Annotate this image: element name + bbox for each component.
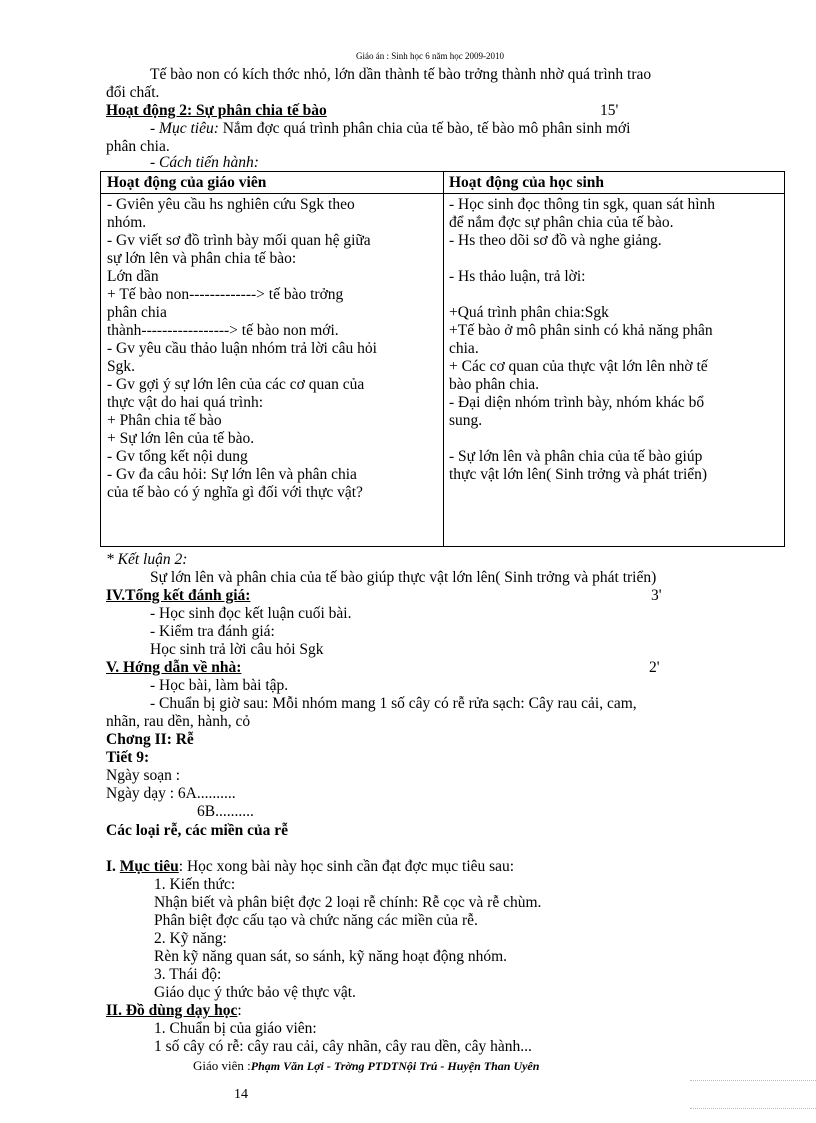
- teacher-column-header: Hoạt động của giáo viên: [107, 174, 267, 191]
- objectives-number: I.: [106, 858, 120, 875]
- knowledge-label: 1. Kiến thức:: [154, 876, 236, 893]
- section4-line-2: - Kiểm tra đánh giá:: [150, 623, 275, 640]
- footer-label: Giáo viên :: [193, 1058, 251, 1073]
- objective-text: Nắm đợc quá trình phân chia của tế bào, tế bào mô phân sinh mới: [218, 120, 631, 137]
- section5-title: V. Hớng dẫn về nhà:: [106, 659, 242, 676]
- teacher-activity-line: của tế bào có ý nghĩa gì đối với thực vật?: [107, 484, 363, 501]
- teacher-activity-line: + Phân chia tế bào: [107, 412, 222, 429]
- attitude-label: 3. Thái độ:: [154, 966, 222, 983]
- teacher-activity-line: - Gv tổng kết nội dung: [107, 448, 248, 465]
- teacher-activity-line: Sgk.: [107, 358, 135, 375]
- student-activity-line: sung.: [449, 412, 483, 429]
- conclusion-label-text: * Kết luận 2:: [106, 551, 188, 568]
- section4-line-3: Học sinh trả lời câu hỏi Sgk: [150, 641, 324, 658]
- activity2-method: - Cách tiến hành:: [150, 154, 259, 171]
- footer-signature: Phạm Văn Lợi - Trờng PTDTNội Trú - Huyện Than Uyên: [250, 1059, 540, 1073]
- objectives-intro: : Học xong bài này học sinh cần đạt đợc mục tiêu sau:: [178, 858, 515, 875]
- knowledge-line-2: Phân biệt đợc cấu tạo và chức năng các miền của rễ.: [154, 912, 478, 929]
- skills-label: 2. Kỹ năng:: [154, 930, 227, 947]
- intro-line-1: Tế bào non có kích thớc nhỏ, lớn dần thành tế bào trởng thành nhờ quá trình trao: [150, 66, 652, 83]
- student-activity-line: bào phân chia.: [449, 376, 539, 393]
- student-activity-line: +Quá trình phân chia:Sgk: [449, 304, 609, 321]
- conclusion-label: [106, 551, 187, 569]
- footer-teacher: [193, 1058, 539, 1074]
- activity-table: [100, 171, 785, 547]
- attitude-line-1: Giáo dục ý thức bảo vệ thực vật.: [154, 984, 356, 1001]
- table-column-divider: [443, 172, 444, 546]
- page-header: Giáo án : Sinh học 6 năm học 2009-2010: [356, 51, 504, 61]
- activity2-time: 15': [600, 102, 619, 119]
- objectives-heading: Mục tiêu: [119, 858, 179, 875]
- teacher-activity-line: sự lớn lên và phân chia tế bào:: [107, 250, 297, 267]
- knowledge-line-1: Nhận biết và phân biệt đợc 2 loại rễ chính: Rễ cọc và rễ chùm.: [154, 894, 542, 911]
- conclusion-text: Sự lớn lên và phân chia của tế bào giúp thực vật lớn lên( Sinh trởng và phát triển): [150, 569, 657, 586]
- objective-label: - Mục tiêu:: [150, 120, 219, 137]
- student-activity-line: + Các cơ quan của thực vật lớn lên nhờ tế: [449, 358, 708, 375]
- footer-dotted-line-2: [690, 1108, 816, 1110]
- student-activity-line: - Đại diện nhóm trình bày, nhóm khác bổ: [449, 394, 705, 411]
- teacher-activity-line: + Sự lớn lên của tế bào.: [107, 430, 255, 447]
- student-column-header: Hoạt động của học sinh: [449, 174, 605, 191]
- lesson-number: Tiết 9:: [106, 749, 150, 766]
- teacher-activity-line: - Gviên yêu cầu hs nghiên cứu Sgk theo: [107, 196, 355, 213]
- chapter-title: Chơng II: Rễ: [106, 731, 194, 748]
- activity2-title: Hoạt động 2: Sự phân chia tế bào: [106, 102, 327, 119]
- section5-line-3: nhãn, rau dền, hành, cỏ: [106, 713, 251, 730]
- teacher-activity-line: Lớn dần: [107, 268, 159, 285]
- section4-title: IV.Tổng kết đánh giá:: [106, 587, 251, 604]
- teacher-activity-line: phân chia: [107, 304, 167, 321]
- student-activity-line: thực vật lớn lên( Sinh trởng và phát triển): [449, 466, 708, 483]
- teacher-activity-line: - Gv đa câu hỏi: Sự lớn lên và phân chia: [107, 466, 357, 483]
- teach-date-2: 6B..........: [197, 803, 254, 820]
- teacher-activity-line: thành-----------------> tế bào non mới.: [107, 322, 339, 339]
- materials-colon: :: [237, 1002, 242, 1019]
- teacher-activity-line: nhóm.: [107, 214, 147, 231]
- teacher-activity-line: - Gv yêu cầu thảo luận nhóm trả lời câu hỏi: [107, 340, 377, 357]
- section5-time: 2': [649, 659, 660, 676]
- footer-dotted-line: [690, 1080, 816, 1082]
- skills-line-1: Rèn kỹ năng quan sát, so sánh, kỹ năng hoạt động nhóm.: [154, 948, 508, 965]
- materials-title: [106, 1002, 242, 1020]
- student-activity-line: - Hs thảo luận, trả lời:: [449, 268, 586, 285]
- activity2-objective-line-2: phân chia.: [106, 138, 170, 155]
- section4-line-1: - Học sinh đọc kết luận cuối bài.: [150, 605, 352, 622]
- page-number: 14: [234, 1087, 248, 1102]
- lesson-title: Các loại rễ, các miền của rễ: [106, 822, 289, 839]
- student-activity-line: - Hs theo dõi sơ đồ và nghe giảng.: [449, 232, 662, 249]
- teacher-activity-line: - Gv viết sơ đồ trình bày mối quan hệ giữa: [107, 232, 371, 249]
- student-activity-line: - Sự lớn lên và phân chia của tế bào giúp: [449, 448, 703, 465]
- student-activity-line: +Tế bào ở mô phân sinh có khả năng phân: [449, 322, 713, 339]
- section5-line-1: - Học bài, làm bài tập.: [150, 677, 289, 694]
- table-header-divider: [101, 193, 784, 194]
- materials-line-2: 1 số cây có rễ: cây rau cải, cây nhãn, cây rau dền, cây hành...: [154, 1038, 532, 1055]
- materials-line-1: 1. Chuẩn bị của giáo viên:: [154, 1020, 317, 1037]
- section5-line-2: - Chuẩn bị giờ sau: Mỗi nhóm mang 1 số cây có rễ rửa sạch: Cây rau cải, cam,: [150, 695, 637, 712]
- intro-line-2: đổi chất.: [106, 84, 160, 101]
- materials-heading: II. Đồ dùng dạy học: [106, 1002, 238, 1019]
- teacher-activity-line: thực vật do hai quá trình:: [107, 394, 264, 411]
- teach-date: Ngày dạy : 6A..........: [106, 785, 236, 802]
- prep-date: Ngày soạn :: [106, 767, 181, 784]
- activity2-objective: [150, 120, 630, 138]
- teacher-activity-line: - Gv gợi ý sự lớn lên của các cơ quan của: [107, 376, 365, 393]
- student-activity-line: để nắm đợc sự phân chia của tế bào.: [449, 214, 674, 231]
- section4-time: 3': [651, 587, 662, 604]
- objectives-title: [106, 858, 514, 876]
- student-activity-line: chia.: [449, 340, 479, 357]
- student-activity-line: - Học sinh đọc thông tin sgk, quan sát hình: [449, 196, 716, 213]
- teacher-activity-line: + Tế bào non-------------> tế bào trởng: [107, 286, 344, 303]
